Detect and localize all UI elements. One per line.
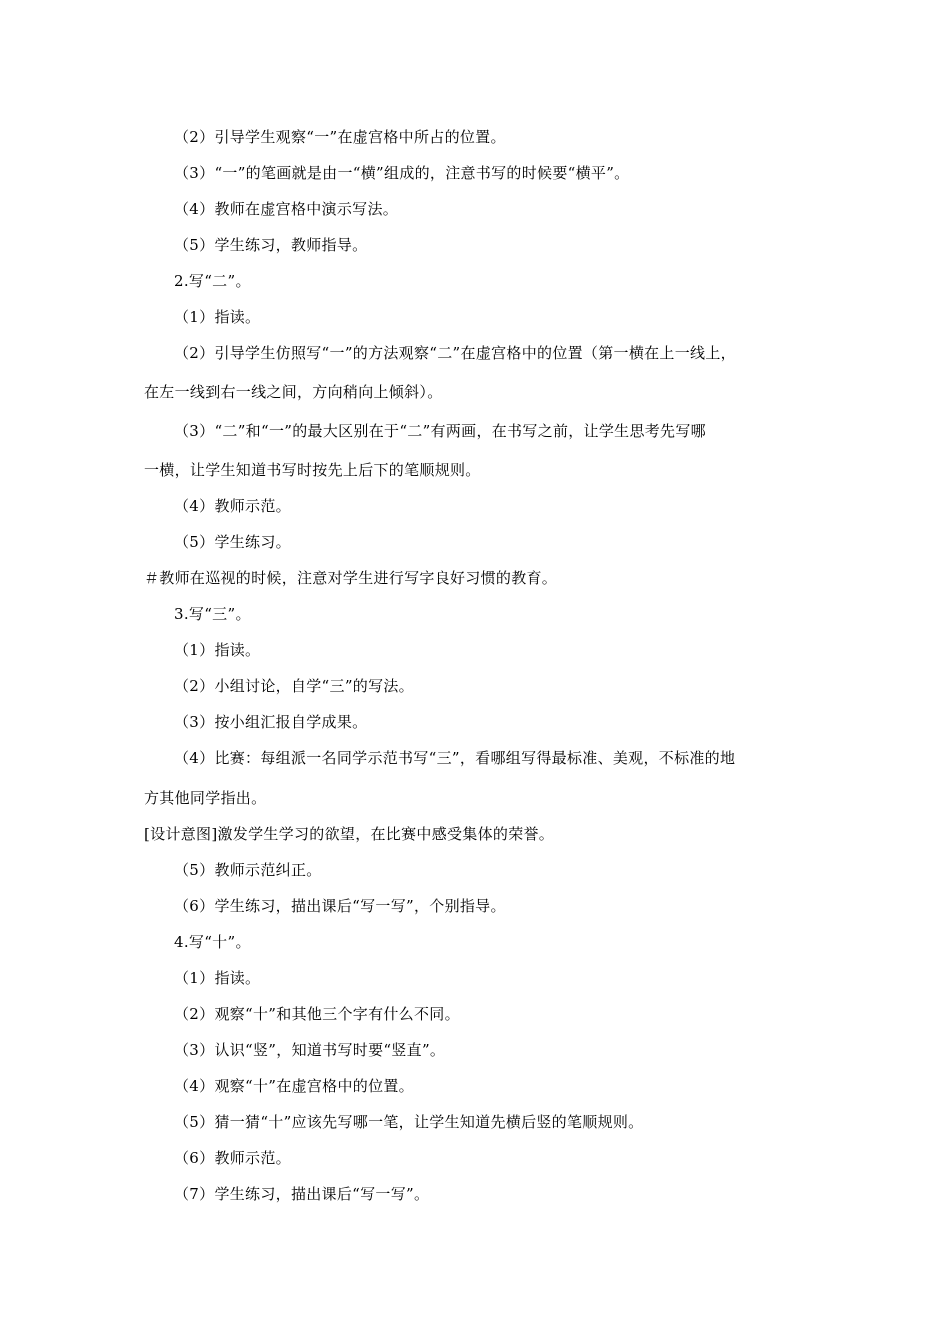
section-heading: 4.写“十”。 xyxy=(174,933,251,951)
section-heading: 3.写“三”。 xyxy=(174,605,251,623)
text-line-continuation: 一横，让学生知道书写时按先上后下的笔顺规则。 xyxy=(144,461,481,479)
text-line: （2）引导学生仿照写“一”的方法观察“二”在虚宫格中的位置（第一横在上一线上， xyxy=(174,344,736,362)
text-line: （5）学生练习，教师指导。 xyxy=(174,236,368,254)
text-line: （1）指读。 xyxy=(174,969,261,987)
text-line-continuation: 方其他同学指出。 xyxy=(144,789,267,807)
text-line: （4）比赛：每组派一名同学示范书写“三”，看哪组写得最标准、美观，不标准的地 xyxy=(174,749,736,767)
text-line: （6）学生练习，描出课后“写一写”，个别指导。 xyxy=(174,897,506,915)
text-line: （1）指读。 xyxy=(174,308,261,326)
design-intent-line: [设计意图]激发学生学习的欲望，在比赛中感受集体的荣誉。 xyxy=(144,825,555,843)
text-line: （1）指读。 xyxy=(174,641,261,659)
text-line: （4）观察“十”在虚宫格中的位置。 xyxy=(174,1077,414,1095)
text-line-continuation: 在左一线到右一线之间，方向稍向上倾斜）。 xyxy=(144,383,443,401)
text-line: （3）认识“竖”，知道书写时要“竖直”。 xyxy=(174,1041,446,1059)
text-line: （5）教师示范纠正。 xyxy=(174,861,322,879)
text-line: （3）“二”和“一”的最大区别在于“二”有两画，在书写之前，让学生思考先写哪 xyxy=(174,422,706,440)
text-line: （3）按小组汇报自学成果。 xyxy=(174,713,368,731)
text-line: （2）小组讨论，自学“三”的写法。 xyxy=(174,677,414,695)
text-line: （4）教师示范。 xyxy=(174,497,291,515)
text-line: （5）猜一猜“十”应该先写哪一笔，让学生知道先横后竖的笔顺规则。 xyxy=(174,1113,644,1131)
text-line: （3）“一”的笔画就是由一“横”组成的，注意书写的时候要“横平”。 xyxy=(174,164,630,182)
text-line: （2）引导学生观察“一”在虚宫格中所占的位置。 xyxy=(174,128,506,146)
text-line: （5）学生练习。 xyxy=(174,533,291,551)
text-line: （2）观察“十”和其他三个字有什么不同。 xyxy=(174,1005,460,1023)
text-line: （6）教师示范。 xyxy=(174,1149,291,1167)
note-line: ＃教师在巡视的时候，注意对学生进行写字良好习惯的教育。 xyxy=(144,569,558,587)
text-line: （7）学生练习，描出课后“写一写”。 xyxy=(174,1185,430,1203)
text-line: （4）教师在虚宫格中演示写法。 xyxy=(174,200,399,218)
section-heading: 2.写“二”。 xyxy=(174,272,251,290)
